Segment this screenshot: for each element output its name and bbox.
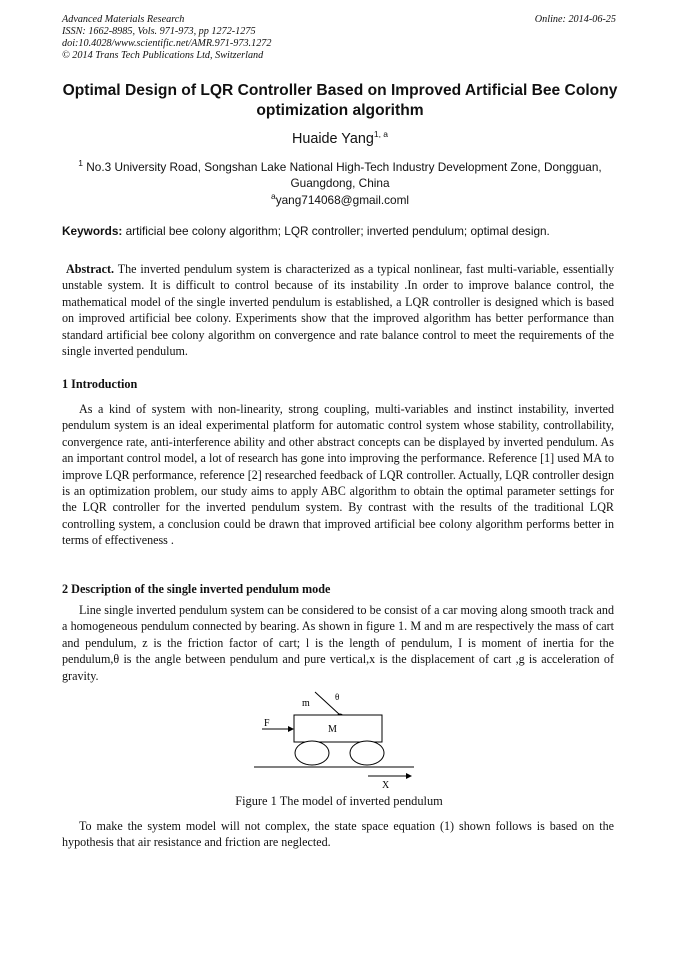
section-heading-introduction: 1 Introduction xyxy=(62,377,138,391)
force-arrowhead xyxy=(288,726,294,732)
doi-line: doi:10.4028/www.scientific.net/AMR.971-973.1272 xyxy=(62,38,272,49)
model-paragraph: Line single inverted pendulum system can be considered to be consist of a car moving along smooth track and a homogeneous pendulum connected by bearing. As shown in figure 1. M and m are respectively the mass of cart and pendulum, z is the friction factor of cart; l is the length of pendulum, I is moment of inertia for the pendulum,θ is the angle between pendulum and pure vertical,x is the displacement of cart ,g is acceleration of gravity. xyxy=(62,603,614,683)
label-M: M xyxy=(328,724,337,735)
cart-wheel-left xyxy=(295,741,329,765)
affiliation-sup: 1 xyxy=(78,158,83,168)
keywords-text: artificial bee colony algorithm; LQR controller; inverted pendulum; optimal design. xyxy=(125,224,550,238)
keywords-label: Keywords: xyxy=(62,224,123,238)
abstract-text: The inverted pendulum system is characterized as a typical nonlinear, fast multi-variable, essentially unstable system. It is difficult to control because of its instability .In order to improve balance control, the mathematical model of the single inverted pendulum is established, a LQR controller is designed which is based on improved artificial bee colony. Experiments show that the improved algorithm has better performance than standard artificial bee colony algorithm on convergence and rate balance control to meet the requirements of the single inverted pendulum. xyxy=(62,262,614,359)
journal-header xyxy=(62,14,616,62)
section-heading-model: 2 Description of the single inverted pendulum mode xyxy=(62,582,331,596)
affiliation-text: No.3 University Road, Songshan Lake National High-Tech Industry Development Zone, Dongguan, Guangdong, China xyxy=(86,159,602,191)
cart-body xyxy=(294,715,382,742)
abstract-label: Abstract. xyxy=(66,262,115,276)
displacement-arrowhead xyxy=(406,773,412,779)
copyright-line: © 2014 Trans Tech Publications Ltd, Switzerland xyxy=(62,50,264,61)
keywords xyxy=(62,224,618,238)
inverted-pendulum-figure xyxy=(250,690,420,800)
label-theta: θ xyxy=(335,692,340,702)
closing-paragraph: To make the system model will not complex, the state space equation (1) shown follows is based on the hypothesis that air resistance and friction are neglected. xyxy=(62,819,614,850)
cart-wheel-right xyxy=(350,741,384,765)
introduction-paragraph: As a kind of system with non-linearity, strong coupling, multi-variables and instinct instability, inverted pendulum system is an ideal experimental platform for automatic control system whose stability, controllability, convergence rate, anti-interference ability and other abstract concepts can be displayed by inverted pendulum. As an important control model, a lot of research has gone into improving the performance. Reference [1] used MA to improve LQR performance, reference [2] researched feedback of LQR controller. Actually, LQR controller design is an optimization problem, our study aims to apply ABC algorithm to obtain the optimal parameter settings for the LQR controller for the inverted pendulum system. By contrast with the results of the traditional LQR controlling system, a conclusion could be drawn that improved artificial bee colony algorithm performs better in terms of effectiveness . xyxy=(62,402,614,548)
email-sup: a xyxy=(270,191,276,201)
paper-title: Optimal Design of LQR Controller Based on Improved Artificial Bee Colony optimization algorithm xyxy=(62,82,618,119)
online-date: Online: 2014-06-25 xyxy=(534,14,616,25)
author-line xyxy=(60,129,620,147)
label-X: X xyxy=(382,780,390,791)
affiliation xyxy=(62,155,618,192)
label-F: F xyxy=(264,718,270,729)
email-address: yang714068@gmail.coml xyxy=(275,192,410,207)
label-m: m xyxy=(302,698,310,709)
abstract xyxy=(62,261,614,359)
figure-caption: Figure 1 The model of inverted pendulum xyxy=(235,794,443,808)
author-name: Huaide Yang xyxy=(291,130,374,147)
author-sup: 1, a xyxy=(373,129,389,139)
email-line xyxy=(60,191,620,207)
journal-name: Advanced Materials Research xyxy=(62,14,185,25)
issn-line: ISSN: 1662-8985, Vols. 971-973, pp 1272-1275 xyxy=(62,26,256,37)
